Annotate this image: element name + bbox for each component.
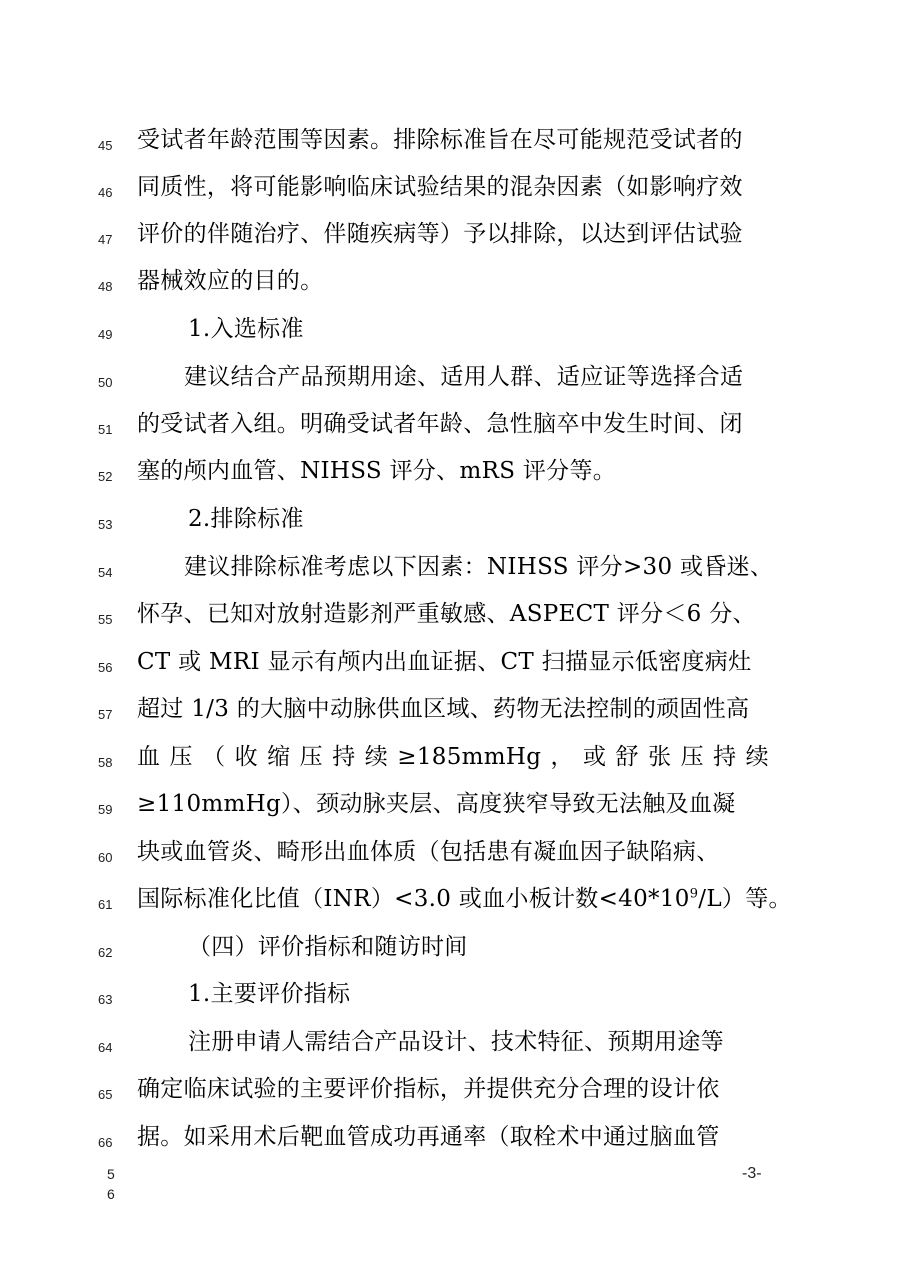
line-number: 64 (98, 1040, 113, 1055)
line-text: 受试者年龄范围等因素。排除标准旨在尽可能规范受试者的 (137, 127, 743, 153)
line-text: 确定临床试验的主要评价指标，并提供充分合理的设计依 (137, 1076, 720, 1102)
line-text: 据。如采用术后靶血管成功再通率（取栓术中通过脑血管 (137, 1124, 720, 1150)
line-number: 66 (98, 1135, 113, 1150)
line-text: CT 或 MRI 显示有颅内出血证据、CT 扫描显示低密度病灶 (137, 649, 752, 675)
line-number: 48 (98, 279, 113, 294)
text-line-50 (0, 361, 905, 408)
text-line-48 (0, 265, 905, 312)
line-text: 建议结合产品预期用途、适用人群、适应证等选择合适 (184, 364, 744, 390)
line-text: ≥110mmHg）、颈动脉夹层、高度狭窄导致无法触及血凝 (137, 791, 736, 817)
line-text (137, 883, 792, 915)
text-line-63 (0, 978, 905, 1025)
line-number: 58 (98, 755, 113, 770)
text-line-65 (0, 1073, 905, 1120)
superscript-exponent: 9 (689, 886, 699, 902)
text-before-superscript: 国际标准化比值（INR）<3.0 或血小板计数<40*10 (137, 886, 690, 912)
text-line-58 (0, 741, 905, 788)
section-heading: 1.入选标准 (188, 316, 304, 342)
line-text: 同质性，将可能影响临床试验结果的混杂因素（如影响疗效 (137, 174, 743, 200)
line-number: 53 (98, 517, 113, 532)
line-number: 56 (98, 660, 113, 675)
text-line-45 (0, 124, 905, 171)
text-line-53 (0, 503, 905, 550)
line-text: 器械效应的目的。 (137, 268, 324, 294)
line-text: 建议排除标准考虑以下因素：NIHSS 评分>30 或昏迷、 (184, 554, 774, 580)
line-number: 51 (98, 422, 113, 437)
page-number: -3- (742, 1165, 762, 1182)
line-text: 的受试者入组。明确受试者年龄、急性脑卒中发生时间、闭 (137, 411, 743, 437)
line-text: 超过 1/3 的大脑中动脉供血区域、药物无法控制的顽固性高 (137, 696, 750, 722)
line-text: 评价的伴随治疗、伴随疾病等）予以排除，以达到评估试验 (137, 221, 743, 247)
line-number: 47 (98, 232, 113, 247)
line-text: 注册申请人需结合产品设计、技术特征、预期用途等 (188, 1029, 724, 1055)
text-line-49 (0, 313, 905, 360)
line-number: 65 (98, 1087, 113, 1102)
line-number: 59 (98, 802, 113, 817)
section-heading: 1.主要评价指标 (188, 981, 351, 1007)
footer-line-number: 6 (107, 1186, 115, 1202)
line-number: 63 (98, 992, 113, 1007)
line-number: 49 (98, 327, 113, 342)
section-heading: 2.排除标准 (188, 506, 304, 532)
line-number: 62 (98, 945, 113, 960)
text-line-60 (0, 836, 905, 883)
line-number: 60 (98, 850, 113, 865)
line-text-justified: 血压（收缩压持续≥185mmHg，或舒张压持续 (137, 744, 769, 770)
text-after-superscript: /L）等。 (698, 886, 792, 912)
text-line-56 (0, 646, 905, 693)
line-number: 45 (98, 138, 113, 153)
line-number: 61 (98, 897, 113, 912)
text-line-62 (0, 931, 905, 978)
text-line-61 (0, 883, 905, 930)
text-line-47 (0, 218, 905, 265)
text-line-59 (0, 788, 905, 835)
line-text: 块或血管炎、畸形出血体质（包括患有凝血因子缺陷病、 (137, 839, 720, 865)
line-text: 怀孕、已知对放射造影剂严重敏感、ASPECT 评分＜6 分、 (137, 601, 756, 627)
line-number: 55 (98, 612, 113, 627)
text-line-64 (0, 1026, 905, 1073)
text-line-55 (0, 598, 905, 645)
text-line-51 (0, 408, 905, 455)
text-line-54 (0, 551, 905, 598)
section-heading: （四）评价指标和随访时间 (188, 934, 468, 960)
line-number: 50 (98, 375, 113, 390)
line-text: 塞的颅内血管、NIHSS 评分、mRS 评分等。 (137, 458, 617, 484)
line-number: 54 (98, 565, 113, 580)
text-line-52 (0, 455, 905, 502)
footer-line-number: 5 (107, 1166, 115, 1182)
text-line-66 (0, 1121, 905, 1168)
line-number: 52 (98, 469, 113, 484)
text-line-46 (0, 171, 905, 218)
text-line-57 (0, 693, 905, 740)
line-number: 46 (98, 185, 113, 200)
line-number: 57 (98, 707, 113, 722)
